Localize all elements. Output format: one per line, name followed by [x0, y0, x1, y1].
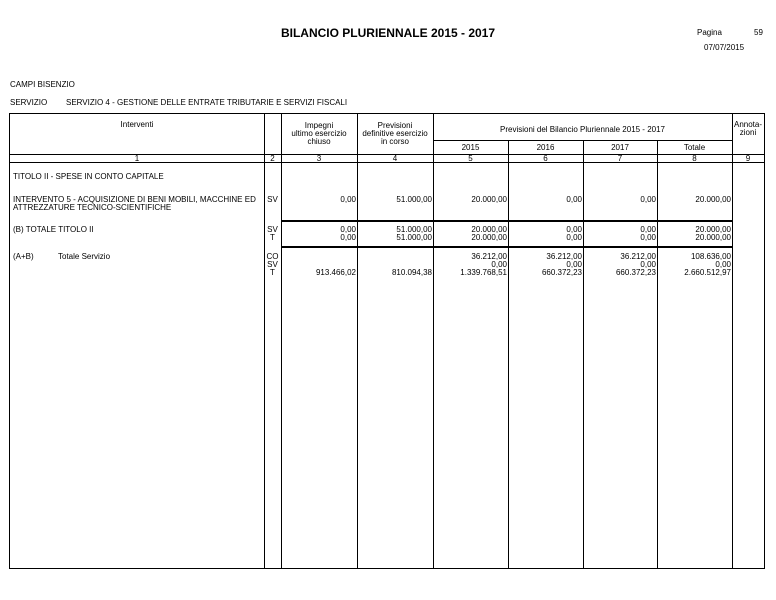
- col-header-annotazioni-1: Annota-: [733, 120, 763, 129]
- totale-titolo-code-sv: SV: [267, 225, 278, 234]
- col-sep-4: [433, 114, 434, 569]
- col-header-interventi: Interventi: [120, 120, 154, 129]
- totale-titolo-t-2016: 0,00: [566, 233, 582, 242]
- totale-servizio-sv-2016: 0,00: [566, 260, 582, 269]
- totale-servizio-co-2017: 36.212,00: [620, 252, 656, 261]
- subtotal-rule-1: [281, 220, 732, 222]
- totale-servizio-co-2015: 36.212,00: [471, 252, 507, 261]
- col-header-impegni-3: chiuso: [307, 137, 331, 146]
- intervento-2017: 0,00: [640, 195, 656, 204]
- totale-titolo-t-2017: 0,00: [640, 233, 656, 242]
- page-number: 59: [754, 28, 763, 37]
- totale-servizio-code-t: T: [270, 268, 275, 277]
- totale-titolo-sv-totale: 20.000,00: [695, 225, 731, 234]
- intervento-impegni: 0,00: [340, 195, 356, 204]
- report-date: 07/07/2015: [704, 43, 745, 52]
- col-header-previsioni-1: Previsioni: [377, 121, 413, 130]
- col-number-9: 9: [745, 154, 751, 163]
- totale-servizio-t-2017: 660.372,23: [615, 268, 656, 277]
- ente-name: CAMPI BISENZIO: [10, 80, 75, 89]
- totale-servizio-label: Totale Servizio: [58, 252, 111, 261]
- intervento-code: SV: [267, 195, 278, 204]
- col-header-annotazioni-2: zioni: [739, 128, 757, 137]
- totale-titolo-sv-2015: 20.000,00: [471, 225, 507, 234]
- totale-titolo-sv-previsioni: 51.000,00: [396, 225, 432, 234]
- col-header-previsioni-3: in corso: [380, 137, 409, 146]
- col-number-3: 3: [316, 154, 322, 163]
- col-header-impegni-2: ultimo esercizio: [291, 129, 347, 138]
- totale-servizio-t-totale: 2.660.512,97: [684, 268, 731, 277]
- col-header-pluriennale: Previsioni del Bilancio Pluriennale 2015 - 2017: [500, 125, 665, 134]
- col-header-2015: 2015: [461, 143, 480, 152]
- col-number-8: 8: [692, 154, 697, 163]
- totale-servizio-sv-2015: 0,00: [491, 260, 507, 269]
- totale-servizio-t-2015: 1.339.768,51: [460, 268, 507, 277]
- col-header-impegni-1: Impegni: [304, 121, 334, 130]
- subtotal-rule-2: [281, 246, 732, 248]
- totale-servizio-t-impegni: 913.466,02: [315, 268, 356, 277]
- totale-servizio-co-totale: 108.636,00: [690, 252, 731, 261]
- intervento-label-2: ATTREZZATURE TECNICO-SCIENTIFICHE: [13, 203, 172, 212]
- col-number-5: 5: [468, 154, 473, 163]
- totale-titolo-label: (B) TOTALE TITOLO II: [13, 225, 94, 234]
- totale-titolo-t-2015: 20.000,00: [471, 233, 507, 242]
- col-number-7: 7: [617, 154, 623, 163]
- titolo-label: TITOLO II - SPESE IN CONTO CAPITALE: [13, 172, 164, 181]
- col-number-2: 2: [270, 154, 275, 163]
- col-number-6: 6: [543, 154, 548, 163]
- servizio-label: SERVIZIO: [10, 98, 48, 107]
- totale-servizio-prefix: (A+B): [13, 252, 34, 261]
- report-title: BILANCIO PLURIENNALE 2015 - 2017: [280, 26, 496, 40]
- col-sep-8: [732, 114, 733, 569]
- col-sep-6: [583, 141, 584, 569]
- intervento-previsioni: 51.000,00: [396, 195, 432, 204]
- col-number-1: 1: [134, 154, 140, 163]
- totale-titolo-t-previsioni: 51.000,00: [396, 233, 432, 242]
- col-sep-3: [357, 114, 358, 569]
- col-sep-1: [264, 114, 265, 569]
- col-header-2017: 2017: [611, 143, 629, 152]
- servizio-value: SERVIZIO 4 - GESTIONE DELLE ENTRATE TRIBUTARIE E SERVIZI FISCALI: [66, 98, 348, 107]
- totale-servizio-t-previsioni: 810.094,38: [391, 268, 432, 277]
- totale-titolo-sv-2017: 0,00: [640, 225, 656, 234]
- totale-titolo-t-impegni: 0,00: [340, 233, 356, 242]
- totale-servizio-t-2016: 660.372,23: [541, 268, 582, 277]
- totale-titolo-sv-impegni: 0,00: [340, 225, 356, 234]
- totale-titolo-t-totale: 20.000,00: [695, 233, 731, 242]
- totale-servizio-code-sv: SV: [267, 260, 278, 269]
- col-header-previsioni-2: definitive esercizio: [362, 129, 428, 138]
- intervento-2015: 20.000,00: [471, 195, 507, 204]
- col-sep-5: [508, 141, 509, 569]
- totale-servizio-code-co: CO: [266, 252, 279, 261]
- intervento-label-1: INTERVENTO 5 - ACQUISIZIONE DI BENI MOBILI, MACCHINE ED: [13, 195, 256, 204]
- totale-servizio-sv-2017: 0,00: [640, 260, 656, 269]
- totale-titolo-code-t: T: [270, 233, 275, 242]
- budget-table: [9, 113, 765, 569]
- col-number-4: 4: [392, 154, 398, 163]
- intervento-totale: 20.000,00: [695, 195, 731, 204]
- col-header-totale: Totale: [683, 143, 706, 152]
- totale-servizio-sv-totale: 0,00: [715, 260, 731, 269]
- page-label: Pagina: [697, 28, 722, 37]
- intervento-2016: 0,00: [566, 195, 582, 204]
- col-sep-7: [657, 141, 658, 569]
- col-header-2016: 2016: [536, 143, 555, 152]
- totale-titolo-sv-2016: 0,00: [566, 225, 582, 234]
- col-sep-2: [281, 114, 282, 569]
- totale-servizio-co-2016: 36.212,00: [546, 252, 582, 261]
- header-subline: [433, 140, 732, 141]
